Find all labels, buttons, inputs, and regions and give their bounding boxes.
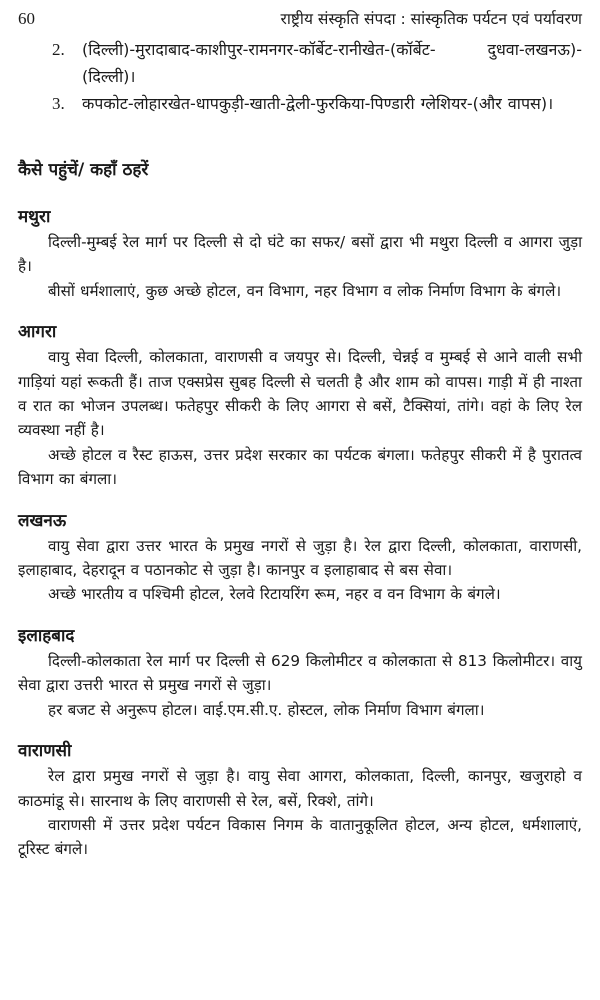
city-paragraph: वायु सेवा द्वारा उत्तर भारत के प्रमुख नगरों से जुड़ा है। रेल द्वारा दिल्ली, कोलकाता, वाराणसी, इलाहाबाद, देहरादून व पठानकोट से जुड़ा है। कानपुर व इलाहाबाद से बस सेवा। — [18, 536, 582, 580]
city-paragraph: हर बजट से अनुरूप होटल। वाई.एम.सी.ए. होस्टल, लोक निर्माण विभाग बंगला। — [48, 700, 485, 719]
city-heading: इलाहबाद — [18, 625, 75, 646]
city-paragraph: रेल द्वारा प्रमुख नगरों से जुड़ा है। वायु सेवा आगरा, कोलकाता, दिल्ली, कानपुर, खजुराहो व काठमांडू से। सारनाथ के लिए वाराणसी से रेल, बसें, रिक्शे, तांगे। — [18, 767, 582, 810]
route-text: (दिल्ली)-मुरादाबाद-काशीपुर-रामनगर-कॉर्बेट-रानीखेत-(कॉर्बेट- दुधवा-लखनऊ)-(दिल्ली)। — [82, 40, 582, 86]
city-paragraph: दिल्ली-मुम्बई रेल मार्ग पर दिल्ली से दो घंटे का सफर/ बसों द्वारा भी मथुरा दिल्ली व आगरा जुड़ा है। — [18, 233, 582, 276]
route-text: कपकोट-लोहारखेत-धापकुड़ी-खाती-द्वेली-फुरकिया-पिण्डारी ग्लेशियर-(और वापस)। — [82, 94, 554, 113]
section-heading: कैसे पहुंचें/ कहाँ ठहरें — [18, 160, 149, 180]
route-item — [40, 90, 582, 117]
city-paragraph: दिल्ली-कोलकाता रेल मार्ग पर दिल्ली से 629 किलोमीटर व कोलकाता से 813 किलोमीटर। वायु सेवा द्वारा उत्तरी भारत से प्रमुख नगरों से जुड़ा। — [18, 651, 582, 695]
city-varanasi — [18, 738, 582, 862]
city-allahabad — [18, 623, 582, 722]
city-heading: लखनऊ — [18, 510, 67, 531]
city-paragraph: अच्छे भारतीय व पश्चिमी होटल, रेलवे रिटायरिंग रूम, नहर व वन विभाग के बंगले। — [48, 585, 501, 604]
city-paragraph: बीसों धर्मशालाएं, कुछ अच्छे होटल, वन विभाग, नहर विभाग व लोक निर्माण विभाग के बंगले। — [48, 281, 562, 300]
route-list — [40, 36, 582, 117]
city-agra — [18, 319, 582, 491]
route-number: 3. — [52, 94, 65, 113]
city-paragraph: वायु सेवा दिल्ली, कोलकाता, वाराणसी व जयपुर से। दिल्ली, चेन्नई व मुम्बई से आने वाली सभी गाड़ियां यहां रूकती हैं। ताज एक्सप्रेस सुबह दिल्ली से चलती है और शाम को वापस। गाड़ी में ही नाश्ता व रात का भोजन उपलब्ध। फतेहपुर सीकरी के लिए आगरा से बसें, टैक्सियां, तांगे। वहां के लिए रेल व्यवस्था नहीं है। — [18, 348, 582, 440]
route-number: 2. — [52, 40, 65, 59]
page-number: 60 — [18, 9, 35, 28]
route-item — [40, 36, 582, 90]
city-heading: वाराणसी — [18, 741, 72, 762]
travel-section — [18, 156, 582, 878]
book-title: राष्ट्रीय संस्कृति संपदा : सांस्कृतिक पर्यटन एवं पर्यावरण — [280, 10, 582, 28]
city-heading: आगरा — [18, 322, 57, 343]
city-heading: मथुरा — [18, 207, 51, 227]
city-mathura — [18, 204, 582, 303]
city-paragraph: अच्छे होटल व रैस्ट हाऊस, उत्तर प्रदेश सरकार का पर्यटक बंगला। फतेहपुर सीकरी में है पुरातत्व विभाग का बंगला। — [18, 445, 582, 489]
city-lucknow — [18, 508, 582, 607]
city-paragraph: वाराणसी में उत्तर प्रदेश पर्यटन विकास निगम के वातानुकूलित होटल, अन्य होटल, धर्मशालाएं, टूरिस्ट बंगले। — [18, 815, 582, 859]
running-head — [18, 6, 582, 32]
